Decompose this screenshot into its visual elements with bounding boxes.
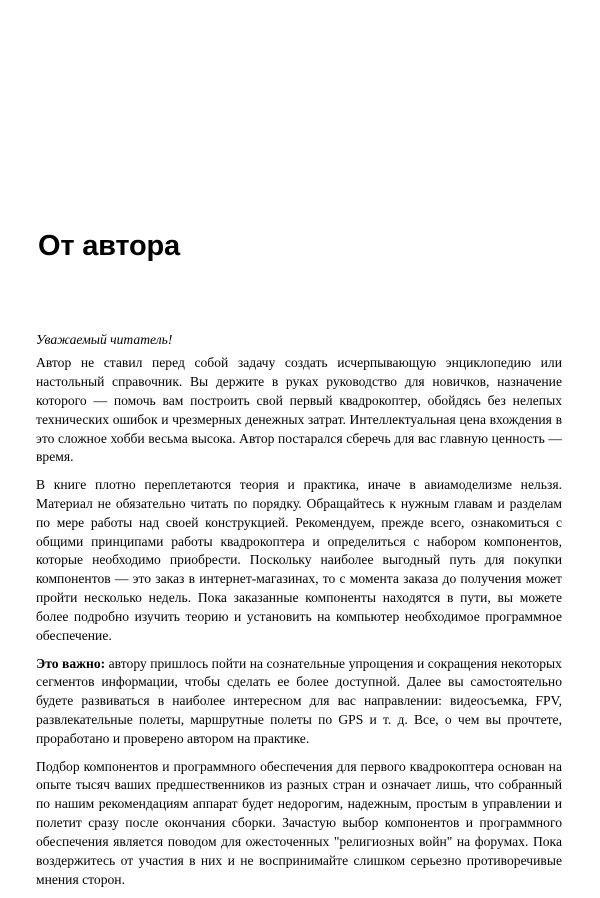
paragraph-components [36, 758, 562, 890]
paragraph-text: автору пришлось пойти на сознательные упрощения и сокращения некоторых сегментов информации, чтобы сделать ее более доступной. Далее вы самостоятельно будете развиваться в наиболее интересном для вас направлении: видеосъемка, FPV, развлекательные полеты, маршрутные полеты по GPS и т. д. Все, о чем вы прочтете, проработано и проверено автором на практике. [36, 655, 562, 747]
paragraph-text: Автор не ставил перед собой задачу создать исчерпывающую энциклопедию или настольный справочник. Вы держите в руках руководство для новичков, назначение которого — помочь вам построить свой первый квадрокоптер, обойдясь без нелепых технических ошибок и чрезмерных денежных затрат. Интеллектуальная цена вхождения в это сложное хобби весьма высока. Автор постарался сберечь для вас главную ценность — время. [36, 354, 562, 465]
paragraph-text: Подбор компонентов и программного обеспечения для первого квадрокоптера основан на опыте тысяч ваших предшественников из разных стран и означает лишь, что собранный по нашим рекомендациям аппарат будет недорогим, надежным, простым в управлении и полетит сразу после окончания сборки. Зачастую выбор компонентов и программного обеспечения является поводом для ожесточенных "религиозных войн" на форумах. Пока воздержитесь от участия в них и не воспринимайте слишком серьезно противоречивые мнения сторон. [36, 758, 562, 887]
body-text [36, 331, 562, 898]
page-title: От автора [38, 230, 180, 262]
paragraph-text: В книге плотно переплетаются теория и практика, иначе в авиамоделизме нельзя. Материал не обязательно читать по порядку. Обращайтесь к нужным главам и разделам по мере работы над своей конструкцией. Рекомендуем, прежде всего, ознакомиться с общими принципами работы квадрокоптера и определиться с набором компонентов, которые необходимо приобрести. Поскольку наиболее выгодный путь для покупки компонентов — это заказ в интернет-магазинах, то с момента заказа до получения может пройти несколько недель. Пока заказанные компоненты находятся в пути, вы можете более подробно изучить теорию и установить на компьютер необходимое программное обеспечение. [36, 476, 562, 644]
paragraph-intro [36, 354, 562, 467]
paragraph-important-note [36, 655, 562, 750]
important-label: Это важно: [36, 655, 106, 671]
greeting: Уважаемый читатель! [36, 332, 173, 347]
paragraph-reading-guide [36, 476, 562, 646]
